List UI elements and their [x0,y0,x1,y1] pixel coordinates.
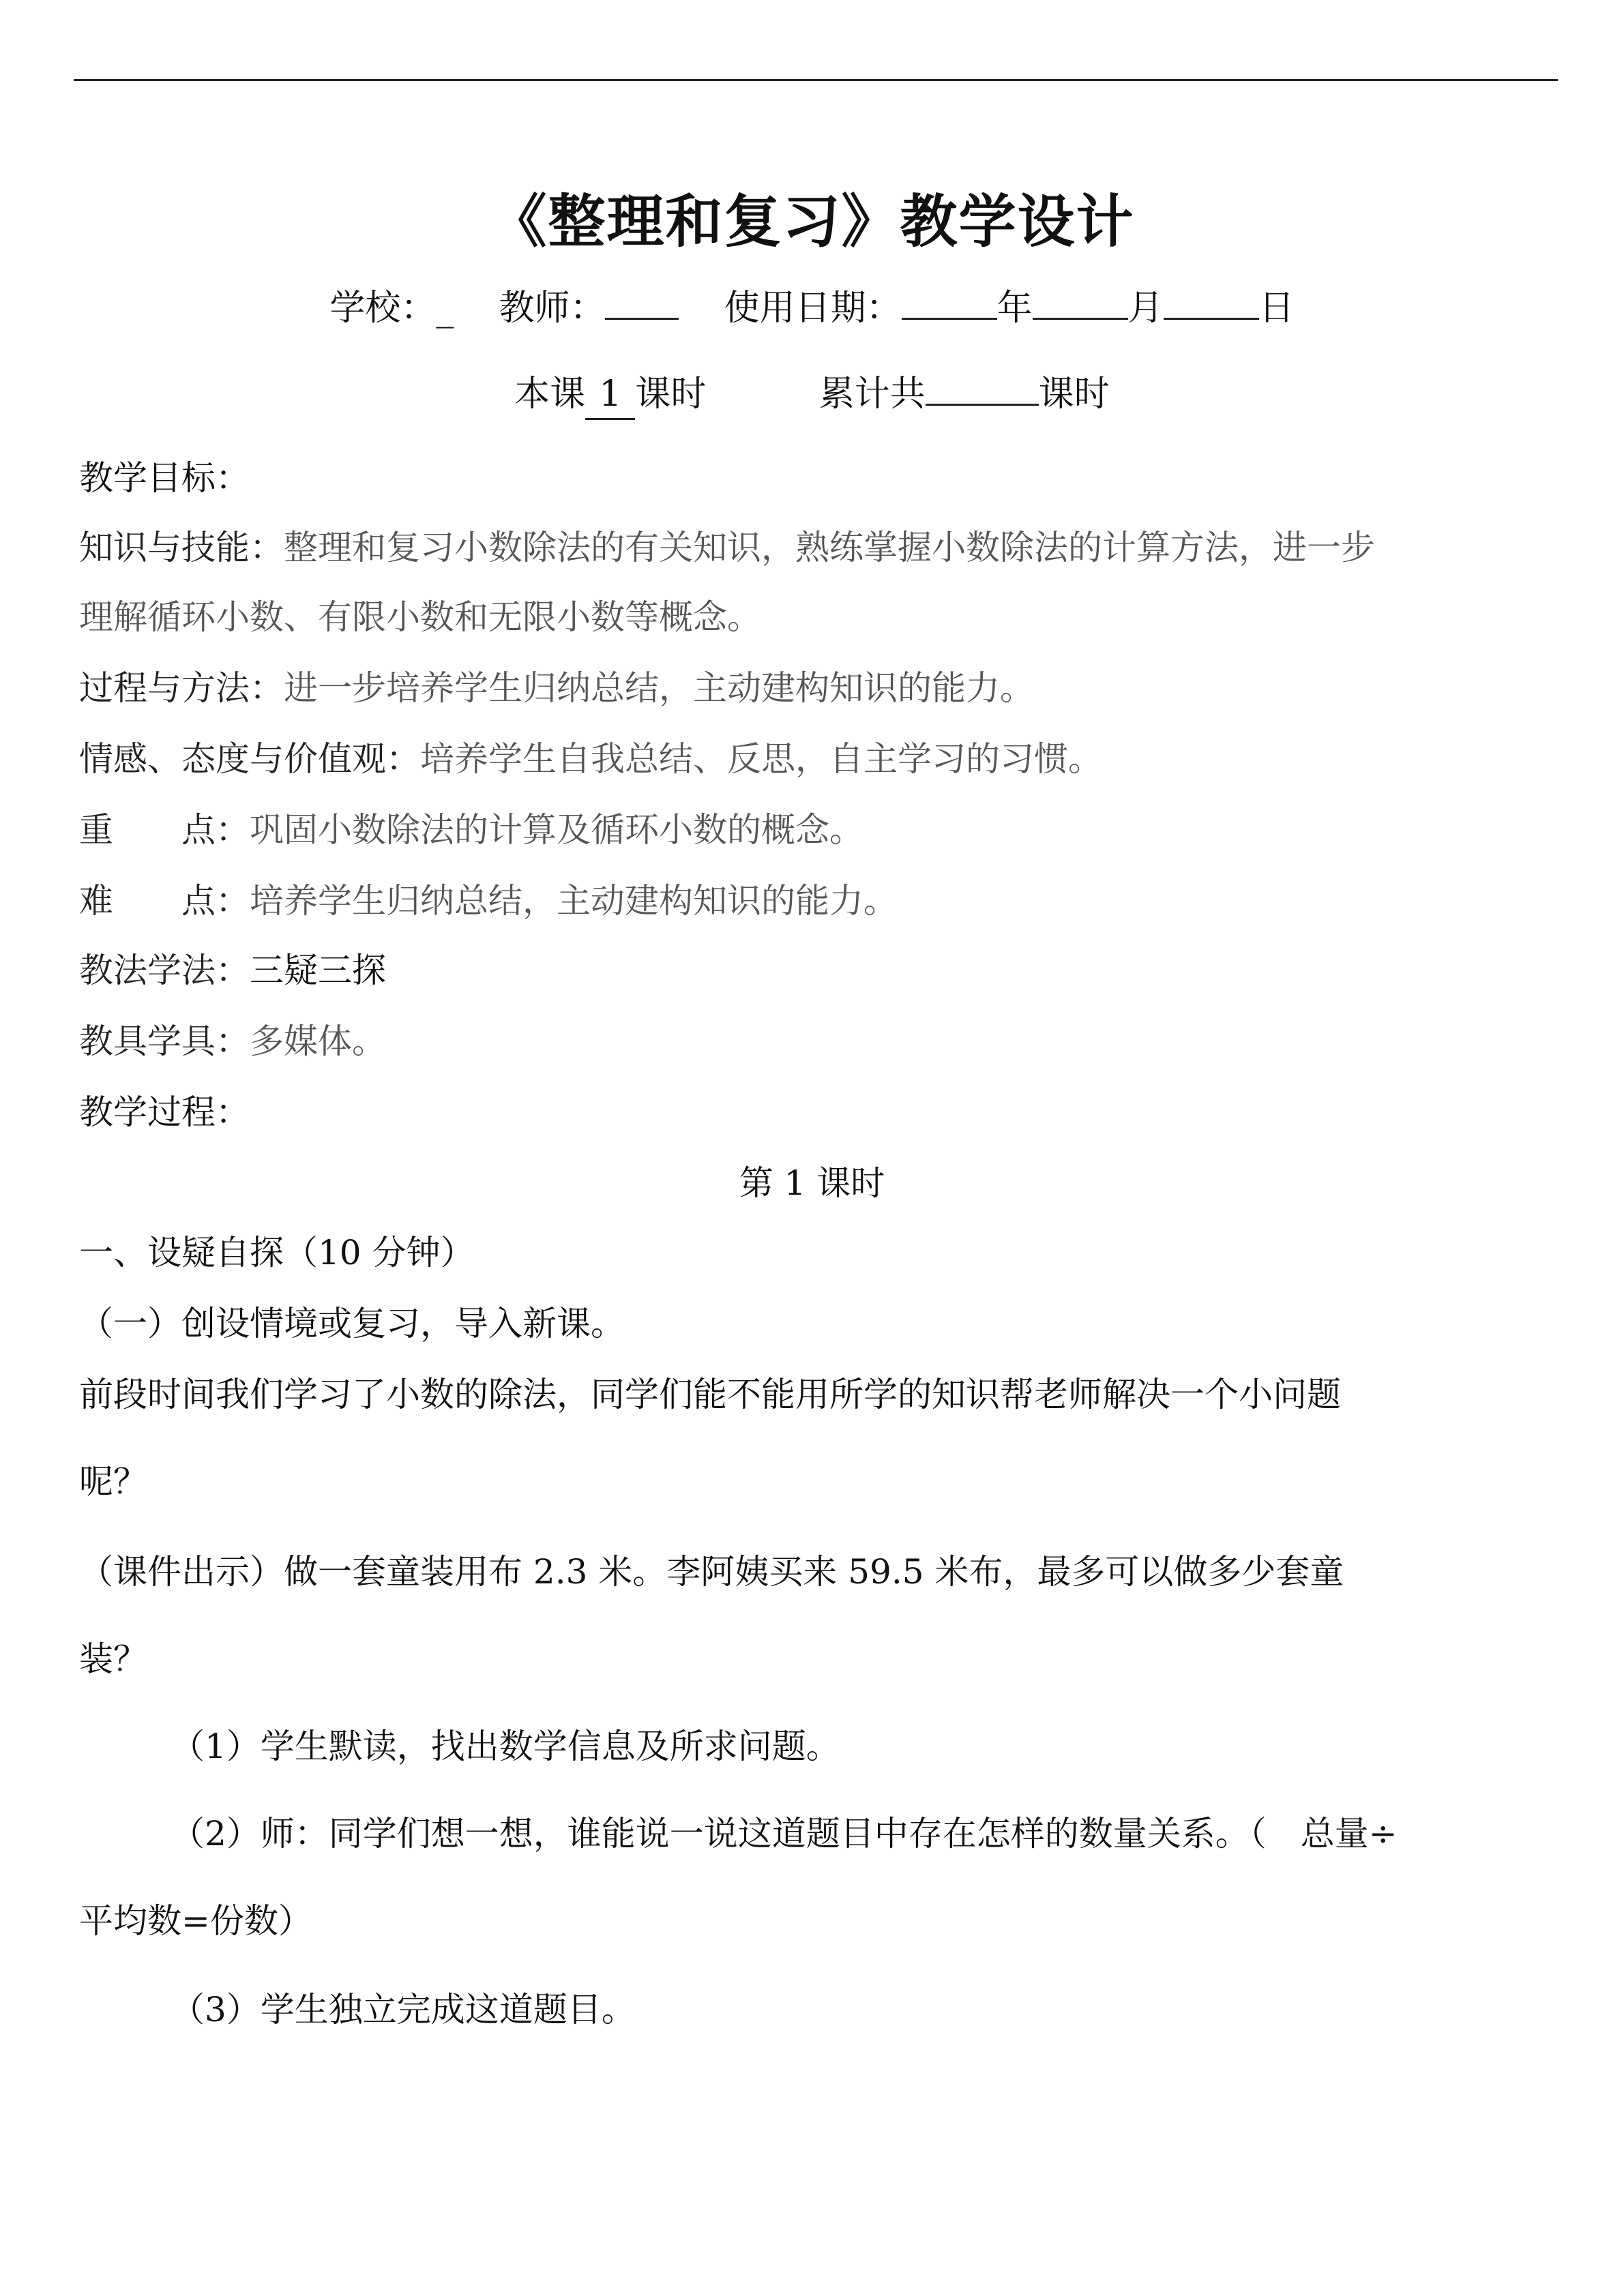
year-label: 年 [996,288,1033,329]
knowledge-line-2: 理解循环小数、有限小数和无限小数等概念。 [79,597,761,637]
header-info-row [0,281,1624,332]
lesson-number: 1 [585,370,635,420]
key-point-label: 重 点： [79,810,250,850]
sub-section-one: （一）创设情境或复习，导入新课。 [79,1304,625,1343]
document-title: 《整理和复习》教学设计 [489,188,1135,255]
part-one-heading: 一、设疑自探（10 分钟） [79,1233,475,1272]
total-blank[interactable] [926,367,1039,406]
tools-text: 多媒体。 [250,1022,386,1061]
month-label: 月 [1127,288,1164,329]
method-text: 三疑三探 [250,951,386,990]
knowledge-label: 知识与技能： [79,528,284,567]
tools-label: 教具学具： [79,1022,250,1061]
step-1: （1）学生默读，找出数学信息及所求问题。 [171,1727,840,1766]
process-label: 过程与方法： [79,668,284,708]
knowledge-text-1: 整理和复习小数除法的有关知识，熟练掌握小数除法的计算方法，进一步 [284,528,1375,567]
intro-line-2: 呢？ [79,1462,147,1502]
process-text: 进一步培养学生归纳总结，主动建构知识的能力。 [284,668,1034,708]
teacher-blank[interactable] [605,281,679,320]
tools-line [79,1019,386,1064]
problem-line-1: （课件出示）做一套童装用布 2.3 米。李阿姨买来 59.5 米布，最多可以做多少套童 [79,1552,1344,1592]
process-heading: 教学过程： [79,1092,250,1132]
problem-line-2: 装？ [79,1639,147,1679]
difficulty-text: 培养学生归纳总结，主动建构知识的能力。 [250,881,898,921]
lesson-suffix: 课时 [635,374,707,415]
total-prefix: 累计共 [818,374,926,415]
day-blank[interactable] [1164,281,1259,320]
day-label: 日 [1258,288,1295,329]
difficulty-label: 难 点： [79,881,250,921]
date-label: 使用日期： [724,288,902,329]
period-title: 第 1 课时 [739,1163,885,1203]
top-rule [74,79,1558,81]
month-blank[interactable] [1033,281,1128,320]
key-point-text: 巩固小数除法的计算及循环小数的概念。 [250,810,863,850]
intro-line-1: 前段时间我们学习了小数的除法，同学们能不能用所学的知识帮老师解决一个小问题 [79,1375,1341,1414]
step-3: （3）学生独立完成这道题目。 [171,1990,636,2029]
method-line [79,948,386,993]
knowledge-line-1 [79,525,1375,570]
objectives-heading: 教学目标： [79,458,250,498]
method-label: 教法学法： [79,951,250,990]
emotion-text: 培养学生自我总结、反思，自主学习的习惯。 [420,739,1102,779]
lesson-count-row [0,367,1624,420]
step-2-line-2: 平均数=份数） [79,1901,312,1941]
process-line [79,666,1034,711]
year-blank[interactable] [902,281,997,320]
difficulty-line [79,878,898,923]
key-point-line [79,807,863,852]
teacher-label: 教师： [499,288,606,329]
lesson-prefix: 本课 [514,374,586,415]
total-suffix: 课时 [1038,374,1110,415]
school-label: 学校：_ [329,288,454,329]
step-2-line-1: （2）师：同学们想一想，谁能说一说这道题目中存在怎样的数量关系。（ 总量÷ [171,1814,1398,1853]
emotion-line [79,736,1102,781]
emotion-label: 情感、态度与价值观： [79,739,420,779]
